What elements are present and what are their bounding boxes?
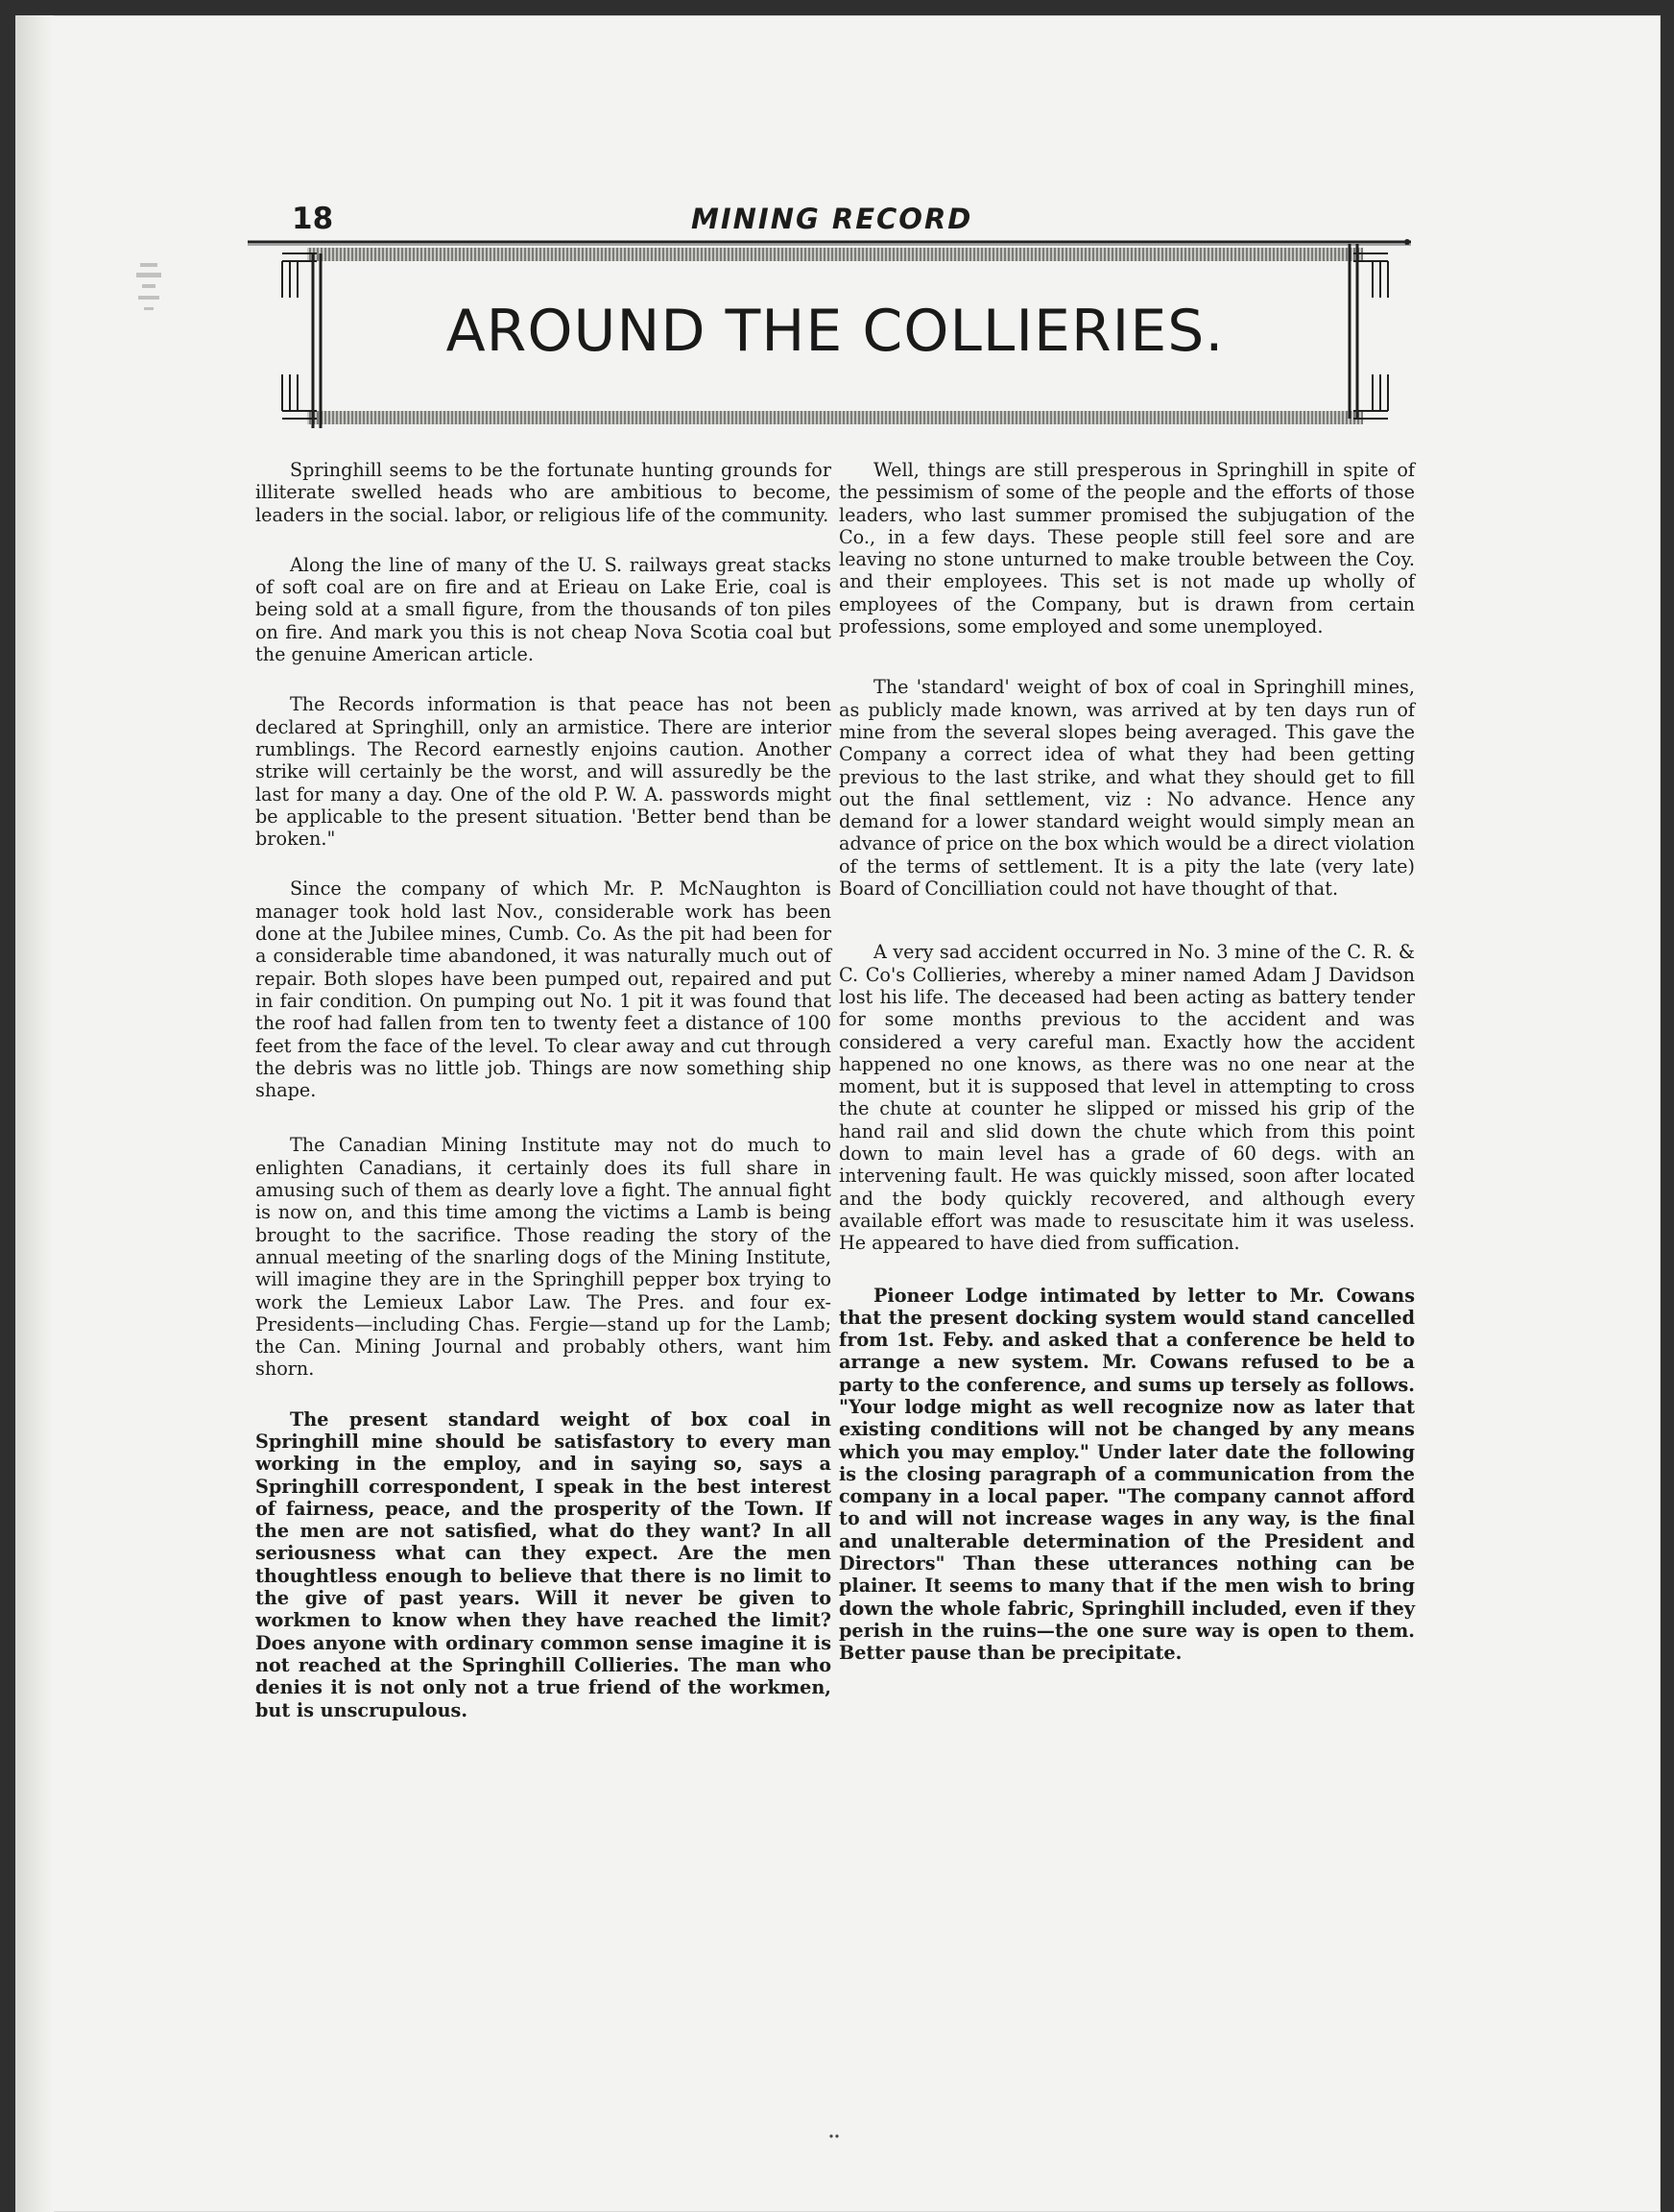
section-title: AROUND THE COLLIERIES. [445,298,1225,365]
page-number: 18 [292,202,334,236]
left-column [255,459,831,1749]
article-paragraph: The present standard weight of box coal in Springhill mine should be satisfastory to every man working in the employ, and in saying so, says a Springhill correspondent, I speak in the best interest of fairness, peace, and the prosperity of the Town. If the men are not satisfied, what do they want? In all seriousness what can they expect. Are the men thoughtless enough to believe that there is no limit to the give of past years. Will it never be given to workmen to know when they have reached the limit? Does anyone with ordinary common sense imagine it is not reached at the Springhill Collieries. The man who denies it is not only not a true friend of the workmen, but is unscrupulous. [255,1407,831,1721]
right-column [839,459,1415,1693]
footer-dots [825,2131,845,2141]
article-paragraph: Pioneer Lodge intimated by letter to Mr. Cowans that the present docking system would stand cancelled from 1st. Feby. and asked that a conference be held to arrange a new system. Mr. Cowans refused to be a party to the conference, and sums up tersely as follows. "Your lodge might as well recognize now as later that existing conditions will not be changed by any means which you may employ." Under later date the following is the closing paragraph of a communication from the company in a local paper. "The company cannot afford to and will not increase wages in any way, is the final and unalterable determination of the President and Directors" Than these utterances nothing can be plainer. It seems to many that if the men wish to bring down the whole fabric, Springhill included, even if they perish in the ruins—the one sure way is open to them. Better pause than be precipitate. [839,1284,1415,1665]
article-paragraph: Along the line of many of the U. S. railways great stacks of soft coal are on fire and at Erieau on Lake Erie, coal is being sold at a small figure, from the thousands of ton piles on fire. And mark you this is not cheap Nova Scotia coal but the genuine American article. [255,553,831,666]
article-paragraph: The Records information is that peace has not been declared at Springhill, only an armistice. There are interior rumblings. The Record earnestly enjoins caution. Another strike will certainly be the worst, and will assuredly be the last for many a day. One of the old P. W. A. passwords might be applicable to the present situation. 'Better bend than be broken." [255,693,831,851]
page-edge-shadow [15,15,54,2212]
article-paragraph: Since the company of which Mr. P. McNaughton is manager took hold last Nov., considerable work has been done at the Jubilee mines, Cumb. Co. As the pit had been for a considerable time abandoned, it was naturally much out of repair. Both slopes have been pumped out, repaired and put in fair condition. On pumping out No. 1 pit it was found that the roof had fallen from ten to twenty feet a distance of 100 feet from the face of the level. To clear away and cut through the debris was no little job. Things are now something ship shape. [255,878,831,1102]
article-paragraph: Springhill seems to be the fortunate hunting grounds for illiterate swelled heads who are ambitious to become, leaders in the social. labor, or religious life of the community. [255,459,831,526]
margin-smudge [134,259,167,326]
article-paragraph: The 'standard' weight of box of coal in Springhill mines, as publicly made known, was arrived at by ten days run of mine from the several slopes being averaged. This gave the Company a correct idea of what they had been getting previous to the last strike, and what they should get to fill out the final settlement, viz : No advance. Hence any demand for a lower standard weight would simply mean an advance of price on the box which would be a direct violation of the terms of settlement. It is a pity the late (very late) Board of Concilliation could not have thought of that. [839,676,1415,901]
article-paragraph: The Canadian Mining Institute may not do much to enlighten Canadians, it certainly does its full share in amusing such of them as dearly love a fight. The annual fight is now on, and this time among the victims a Lamb is being brought to the sacrifice. Those reading the story of the annual meeting of the snarling dogs of the Mining Institute, will imagine they are in the Springhill pepper box trying to work the Lemieux Labor Law. The Pres. and four ex-Presidents—including Chas. Fergie—stand up for the Lamb; the Can. Mining Journal and probably others, want him shorn. [255,1134,831,1381]
running-title: MINING RECORD [691,203,973,235]
article-paragraph: A very sad accident occurred in No. 3 mine of the C. R. & C. Co's Collieries, whereby a miner named Adam J Davidson lost his life. The deceased had been acting as battery tender for some months previous to the accident and was considered a very careful man. Exactly how the accident happened no one knows, as there was no one near at the moment, but it is supposed that level in attempting to cross the chute at counter he slipped or missed his grip of the hand rail and slid down the chute which from this point down to main level has a grade of 60 degs. with an intervening fault. He was quickly missed, soon after located and the body quickly recovered, and although every available effort was made to resuscitate him it was useless. He appeared to have died from suffication. [839,941,1415,1255]
article-paragraph: Well, things are still presperous in Springhill in spite of the pessimism of some of the people and the efforts of those leaders, who last summer promised the subjugation of the Co., in a few days. These people still feel sore and are leaving no stone unturned to make trouble between the Coy. and their employees. This set is not made up wholly of employees of the Company, but is drawn from certain professions, some employed and some unemployed. [839,459,1415,638]
